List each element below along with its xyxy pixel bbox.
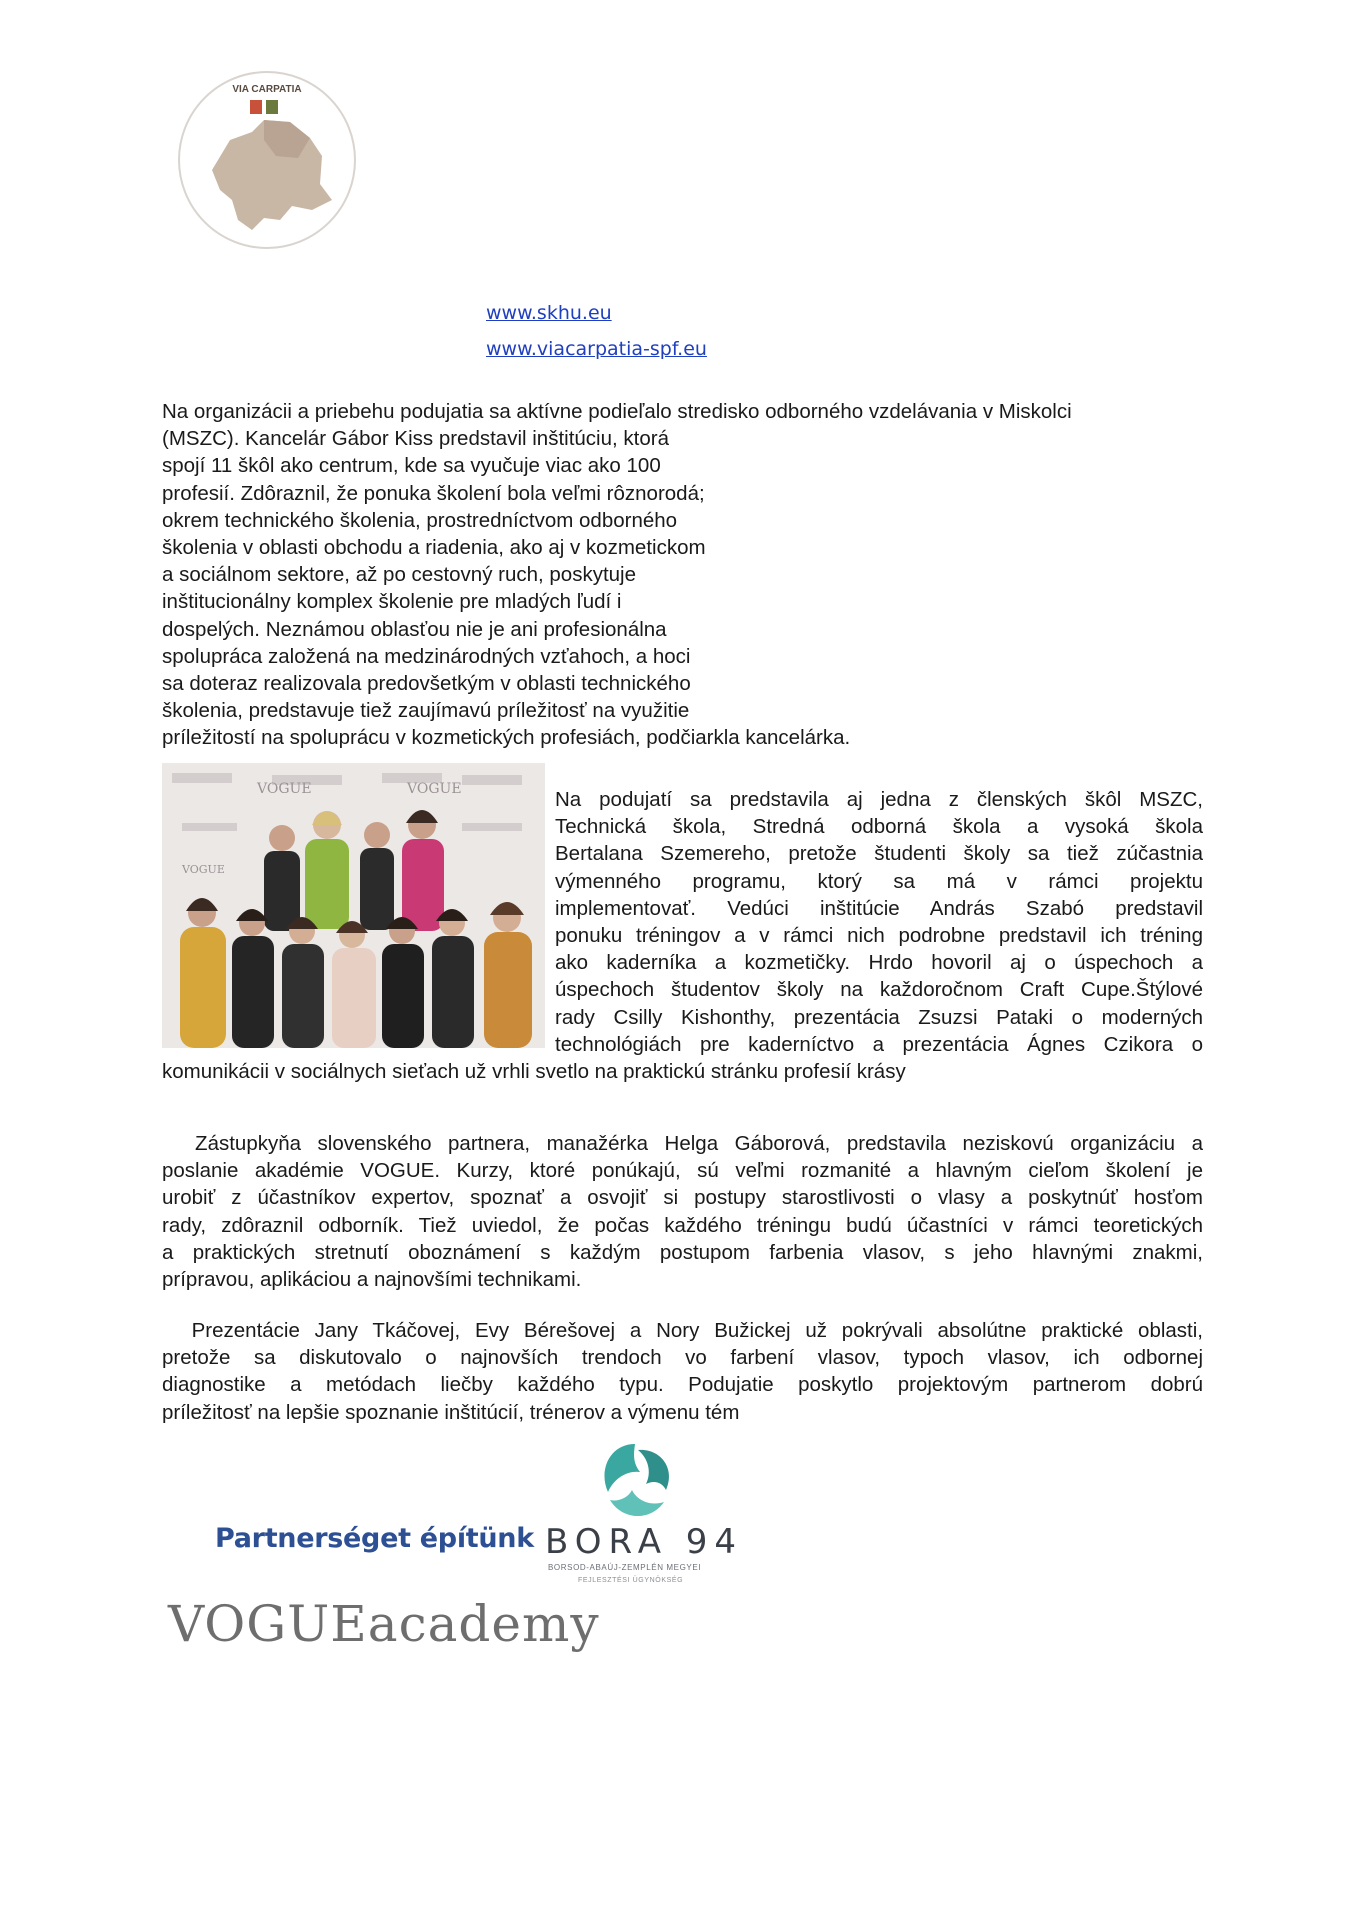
- vogue-academy-logo: VOGUEacademy: [168, 1595, 600, 1653]
- text-line: inštitucionálny komplex školenie pre mladých ľudí i: [162, 590, 622, 614]
- logo-text: VIA CARPATIA: [232, 84, 302, 95]
- text-line: školenia, predstavuje tiež zaujímavú príležitosť na využitie: [162, 699, 690, 723]
- text-line: Technická škola, Stredná odborná škola a vysoká škola: [555, 815, 1203, 839]
- text-line: Na podujatí sa predstavila aj jedna z členských škôl MSZC,: [555, 788, 1203, 811]
- text-line: Na organizácii a priebehu podujatia sa aktívne podieľalo stredisko odborného vzdelávania v Miskolci: [162, 400, 1072, 423]
- bora-logo-text: BORA 94: [545, 1522, 744, 1562]
- text-line: spolupráca založená na medzinárodných vzťahoch, a hoci: [162, 644, 691, 668]
- text-line: Bertalana Szemereho, pretože študenti školy sa tiež zúčastnia: [555, 842, 1203, 866]
- text-line: implementovať. Vedúci inštitúcie András Szabó predstavil: [555, 896, 1203, 920]
- text-line: rady, zdôraznil odborník. Tiež uviedol, že počas každého tréningu budú účastníci v rámci teoretických: [162, 1213, 1203, 1237]
- text-line: urobiť z účastníkov expertov, spoznať a osvojiť si postupy starostlivosti o vlasy a poskytnúť hosťom: [162, 1186, 1203, 1210]
- text-line: technológiách pre kaderníctvo a prezentácia Ágnes Czikora o: [555, 1032, 1203, 1056]
- text-line: spojí 11 škôl ako centrum, kde sa vyučuje viac ako 100: [162, 454, 661, 478]
- banner-text: VOGUE: [182, 863, 225, 876]
- paragraph-presentations: [162, 1317, 1203, 1426]
- text-line: Prezentácie Jany Tkáčovej, Evy Bérešovej a Nory Bužickej už pokrývali absolútne praktické oblasti,: [162, 1319, 1203, 1342]
- text-line: Zástupkyňa slovenského partnera, manažérka Helga Gáborová, predstavila neziskovú organizáciu a: [162, 1132, 1203, 1155]
- bora-logo-subtitle-2: FEJLESZTÉSI ÜGYNÖKSÉG: [578, 1577, 684, 1584]
- paragraph-member-school-end: komunikácii v sociálnych sieťach už vrhli svetlo na praktickú stránku profesií krásy: [162, 1060, 906, 1083]
- text-line: príležitosť na lepšie spoznanie inštitúcií, trénerov a výmenu tém: [162, 1400, 740, 1424]
- text-line: (MSZC). Kancelár Gábor Kiss predstavil inštitúciu, ktorá: [162, 427, 669, 451]
- text-line: a sociálnom sektore, až po cestovný ruch, poskytuje: [162, 563, 637, 587]
- text-line: ako kaderníka a kozmetičky. Hrdo hovoril aj o úspechoch a: [555, 951, 1203, 975]
- paragraph-slovak-partner: [162, 1130, 1203, 1293]
- text-line: diagnostike a metódach liečby každého typu. Podujatie poskytlo projektovým partnerom dobrú: [162, 1373, 1203, 1397]
- text-line: príležitostí na spoluprácu v kozmetických profesiách, podčiarkla kancelárka.: [162, 726, 851, 750]
- text-line: prípravou, aplikáciou a najnovšími technikami.: [162, 1268, 582, 1292]
- text-line: sa doteraz realizovala predovšetkým v oblasti technického: [162, 672, 691, 696]
- text-line: okrem technického školenia, prostredníctvom odborného: [162, 508, 678, 532]
- paragraph-mszc-intro: [162, 398, 1212, 752]
- bora-logo-subtitle: BORSOD-ABAÚJ-ZEMPLÉN MEGYEI: [548, 1563, 702, 1572]
- paragraph-member-school: [555, 786, 1203, 1058]
- text-line: výmenného programu, ktorý sa má v rámci projektu: [555, 869, 1203, 893]
- text-line: ponuku tréningov a v rámci nich podrobne predstavil ich tréning: [555, 924, 1203, 948]
- text-line: a praktických stretnutí oboznámení s každým postupom farbenia vlasov, s jeho hlavnými znakmi,: [162, 1240, 1203, 1264]
- text-line: pretože sa diskutovalo o najnovších trendoch vo farbení vlasov, typoch vlasov, ich odbornej: [162, 1346, 1203, 1370]
- text-line: dospelých. Neznámou oblasťou nie je ani profesionálna: [162, 617, 667, 641]
- banner-text: VOGUE: [257, 781, 312, 797]
- text-line: školenia v oblasti obchodu a riadenia, ako aj v kozmetickom: [162, 536, 706, 560]
- text-line: profesií. Zdôraznil, že ponuka školení bola veľmi rôznorodá;: [162, 481, 705, 505]
- text-line: úspechoch študentov školy na každoročnom Craft Cupe.Štýlové: [555, 978, 1203, 1002]
- text-line: rady Csilly Kishonthy, prezentácia Zsuzsi Pataki o moderných: [555, 1005, 1203, 1029]
- partner-logo-text: Partnerséget építünk: [215, 1523, 534, 1554]
- bora-logo-mark: [580, 1440, 690, 1525]
- links-block: [486, 295, 707, 367]
- group-photo: [162, 763, 545, 1048]
- link-skhu[interactable]: www.skhu.eu: [486, 302, 612, 324]
- text-line: poslanie akadémie VOGUE. Kurzy, ktoré ponúkajú, sú veľmi rozmanité a hlavným cieľom školení je: [162, 1159, 1203, 1183]
- banner-text: VOGUE: [407, 781, 462, 797]
- link-viacarpatia[interactable]: www.viacarpatia-spf.eu: [486, 338, 707, 360]
- via-carpatia-logo: [172, 60, 362, 260]
